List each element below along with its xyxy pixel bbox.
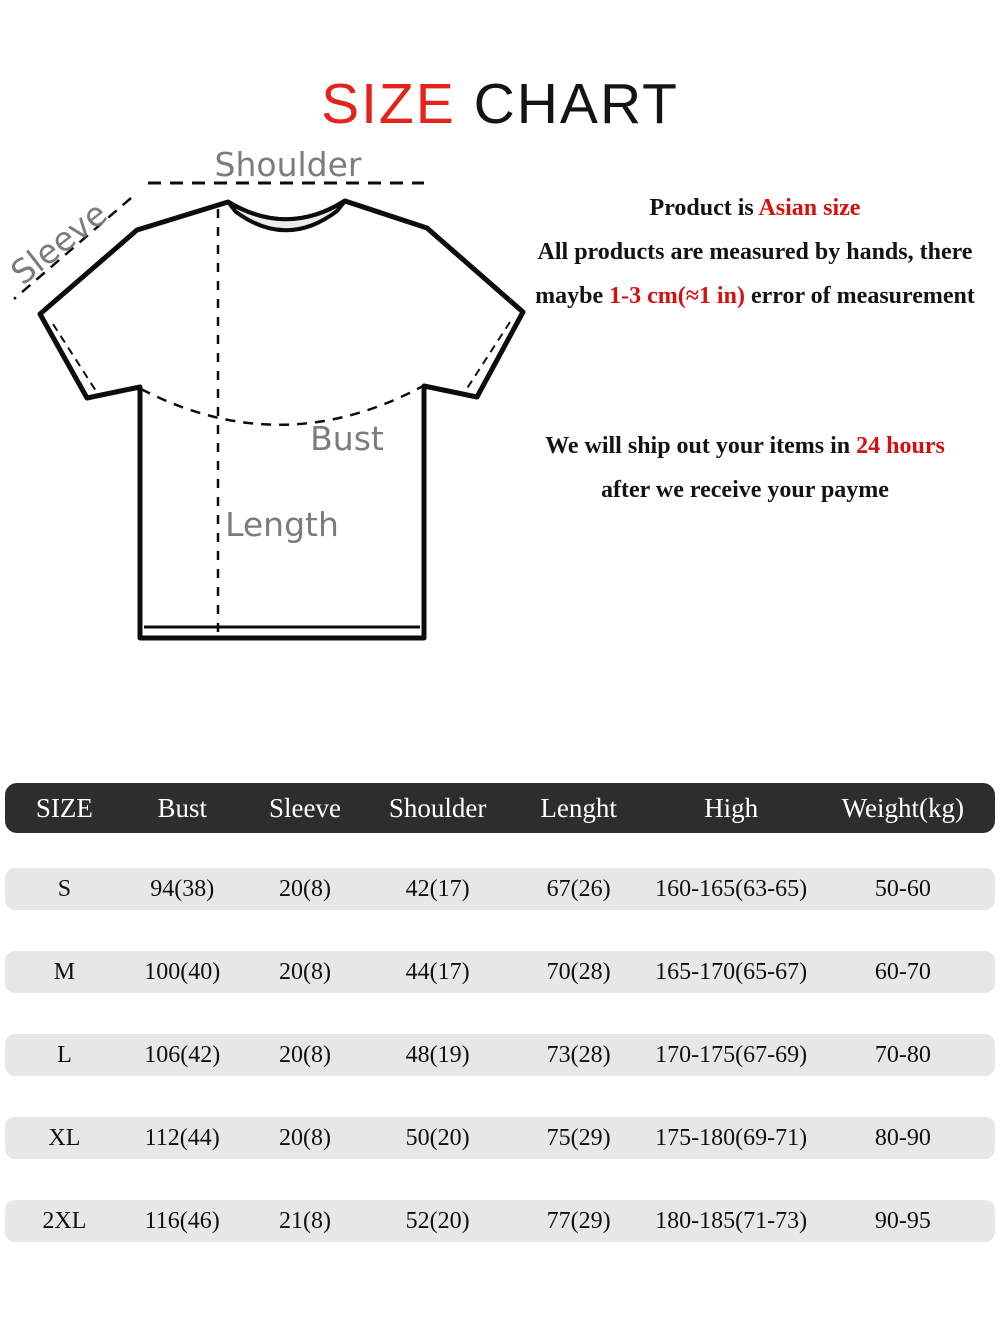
table-row-m [5, 951, 995, 993]
tshirt-diagram [0, 138, 548, 660]
cell-high: 175-180(69-71) [655, 1124, 808, 1151]
cell-high: 165-170(65-67) [655, 958, 808, 985]
cell-high: 170-175(67-69) [655, 1041, 808, 1068]
cell-shoulder: 50(20) [405, 1124, 470, 1151]
header-shoulder: Shoulder [388, 792, 487, 823]
note-line-3-highlight: 1-3 cm(≈1 in) [609, 283, 745, 309]
cell-length: 70(28) [546, 958, 611, 985]
cell-size: M [53, 958, 76, 985]
cell-shoulder: 42(17) [405, 875, 470, 902]
cell-high: 180-185(71-73) [655, 1207, 808, 1234]
header-length: Lenght [540, 792, 617, 823]
cell-weight: 70-80 [874, 1041, 931, 1068]
cell-sleeve: 20(8) [278, 1124, 331, 1151]
header-weight: Weight(kg) [841, 792, 964, 823]
length-label: Length [225, 505, 339, 544]
measurement-notes [515, 186, 995, 318]
header-high: High [704, 792, 759, 823]
table-row-s [5, 868, 995, 910]
cell-length: 77(29) [546, 1207, 611, 1234]
cell-weight: 90-95 [874, 1207, 931, 1234]
note-line-1-text: Product is [649, 195, 759, 221]
note-line-3-text-after: error of measurement [744, 283, 975, 309]
cell-shoulder: 44(17) [405, 958, 470, 985]
size-table-header [5, 783, 995, 833]
cell-length: 73(28) [546, 1041, 611, 1068]
cell-bust: 94(38) [150, 875, 215, 902]
ship-line-1-text: We will ship out your items in [545, 433, 857, 459]
page-title-size: SIZE [321, 72, 456, 136]
tshirt-outline [40, 201, 523, 638]
page-title [0, 74, 1000, 134]
cell-sleeve: 20(8) [278, 958, 331, 985]
cell-sleeve: 20(8) [278, 1041, 331, 1068]
cell-high: 160-165(63-65) [655, 875, 808, 902]
note-line-3 [515, 274, 995, 318]
sleeve-label: Sleeve [3, 193, 115, 293]
cell-sleeve: 21(8) [278, 1207, 331, 1234]
note-line-1-highlight: Asian size [758, 195, 861, 221]
cell-weight: 60-70 [874, 958, 931, 985]
cell-shoulder: 48(19) [405, 1041, 470, 1068]
header-sleeve: Sleeve [268, 792, 341, 823]
table-row-xl [5, 1117, 995, 1159]
table-row-2xl [5, 1200, 995, 1242]
cell-bust: 106(42) [144, 1041, 221, 1068]
cell-length: 67(26) [546, 875, 611, 902]
cell-length: 75(29) [546, 1124, 611, 1151]
header-size: SIZE [35, 792, 93, 823]
cell-weight: 50-60 [874, 875, 931, 902]
cell-weight: 80-90 [874, 1124, 931, 1151]
page-title-chart: CHART [473, 72, 679, 136]
ship-line-1 [505, 424, 985, 468]
cell-shoulder: 52(20) [405, 1207, 470, 1234]
bust-label: Bust [310, 419, 384, 458]
shipping-notes [505, 424, 985, 512]
note-line-3-text: maybe [535, 283, 610, 309]
cell-bust: 112(44) [144, 1124, 220, 1151]
note-line-2: All products are measured by hands, there [537, 239, 973, 265]
cell-sleeve: 20(8) [278, 875, 331, 902]
note-line-1 [515, 186, 995, 230]
cell-size: 2XL [42, 1207, 87, 1234]
shoulder-label: Shoulder [214, 145, 362, 184]
ship-line-1-highlight: 24 hours [856, 433, 945, 459]
table-row-l [5, 1034, 995, 1076]
ship-line-2: after we receive your payme [601, 477, 889, 503]
size-table-body [5, 868, 995, 1283]
cell-bust: 116(46) [144, 1207, 220, 1234]
cell-size: S [57, 875, 72, 902]
cell-size: XL [48, 1124, 81, 1151]
cell-size: L [57, 1041, 72, 1068]
cell-bust: 100(40) [144, 958, 221, 985]
header-bust: Bust [157, 792, 207, 823]
